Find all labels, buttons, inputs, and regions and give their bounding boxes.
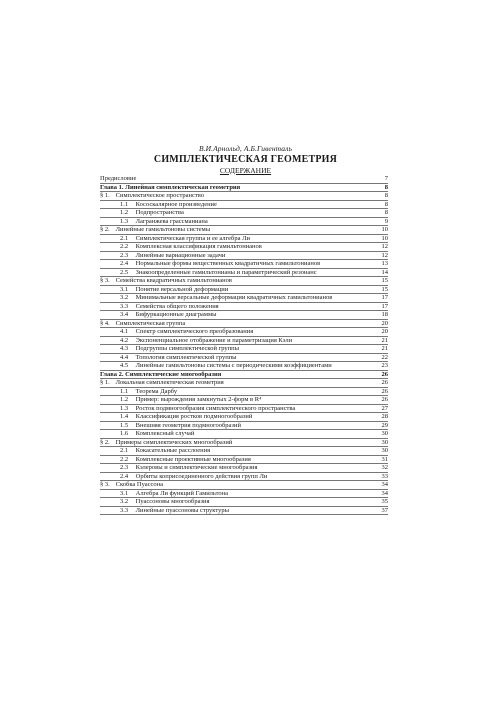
- toc-entry: [100, 362, 388, 371]
- toc-entry-title: Симплектическая группа и ее алгебра Ли: [135, 234, 250, 242]
- toc-entry-title: Линейные вариационные задачи: [135, 251, 226, 259]
- toc-entry-title: Понятие версальной деформации: [135, 285, 229, 293]
- toc-entry-title: Симплектическая группа: [115, 319, 186, 327]
- toc-entry-page: 18: [372, 311, 388, 320]
- toc-entry: [100, 413, 388, 422]
- toc-entry: [100, 260, 388, 269]
- toc-entry: [100, 217, 388, 226]
- toc-entry-title: Линейные гамильтоновы системы: [115, 226, 211, 233]
- toc-entry-page: 28: [372, 413, 388, 422]
- toc-entry: [100, 396, 388, 405]
- toc-entry-number: § 1.: [100, 192, 110, 199]
- toc-entry-title: Скобка Пуассона: [115, 481, 164, 488]
- toc-entry-label-cell: [100, 387, 372, 396]
- toc-entry-label-cell: [100, 277, 372, 286]
- toc-entry-title: Линейные пуассоновы структуры: [135, 506, 229, 514]
- toc-entry-label-cell: [100, 311, 372, 320]
- authors: В.И.Арнольд, А.Б.Гивенталь: [198, 144, 293, 153]
- toc-entry: [100, 243, 388, 252]
- toc-entry-title: Линейные гамильтоновы системы с периодическими коэффициентами: [135, 362, 332, 369]
- toc-entry-page: 33: [372, 472, 388, 481]
- toc-entry-label-cell: [100, 370, 372, 379]
- toc-entry-number: 3.1: [120, 489, 129, 497]
- toc-entry-number: 4.1: [120, 328, 129, 335]
- toc-entry: [100, 387, 388, 396]
- toc-entry-page: 8: [372, 192, 388, 201]
- toc-entry-title: Кососкалярное произведение: [135, 200, 217, 208]
- toc-entry: [100, 464, 388, 473]
- toc-entry: [100, 226, 388, 235]
- toc-entry: [100, 268, 388, 277]
- toc-entry-page: 17: [372, 294, 388, 303]
- toc-entry-number: 1.5: [120, 421, 129, 429]
- toc-entry-number: 1.3: [120, 404, 129, 412]
- toc-entry-number: 3.3: [120, 302, 129, 310]
- toc-entry-title: Подпространства: [135, 209, 184, 216]
- toc-entry: [100, 421, 388, 430]
- toc-entry-title: Семейства квадратичных гамильтонианов: [115, 277, 232, 284]
- toc-entry: [100, 328, 388, 337]
- toc-entry-number: 3.1: [120, 285, 129, 293]
- toc-entry: [100, 311, 388, 320]
- toc-entry-page: 30: [372, 438, 388, 447]
- toc-entry-title: Пуассоновы многообразия: [135, 498, 210, 505]
- toc-entry-title: Семейства общего положения: [135, 302, 219, 310]
- toc-entry: [100, 489, 388, 498]
- toc-entry-title: Кокасательные расслоения: [135, 447, 211, 454]
- toc-entry-title: Примеры симплектических многообразий: [115, 438, 233, 446]
- toc-entry: [100, 234, 388, 243]
- toc-entry-title: Глава 2. Симплектические многообразия: [100, 370, 222, 378]
- toc-entry-label-cell: [100, 455, 372, 464]
- toc-entry-page: 8: [372, 200, 388, 209]
- toc-entry-page: 20: [372, 319, 388, 328]
- toc-entry-number: 2.4: [120, 472, 129, 480]
- toc-entry-page: 20: [372, 328, 388, 337]
- toc-entry-page: 30: [372, 447, 388, 456]
- toc-entry-title: Предисловие: [100, 175, 137, 182]
- toc-entry-title: Алгебра Ли функций Гамильтона: [135, 489, 229, 497]
- toc-entry-label-cell: [100, 379, 372, 388]
- toc-entry-title: Знакоопределенные гамильтонианы и параметрический резонанс: [135, 268, 317, 276]
- toc-entry-page: 26: [372, 396, 388, 405]
- toc-entry-page: 34: [372, 481, 388, 490]
- toc-entry-page: 15: [372, 285, 388, 294]
- toc-entry-label-cell: [100, 413, 372, 422]
- toc-entry: [100, 345, 388, 354]
- toc-entry-number: 1.2: [120, 396, 129, 403]
- toc-entry-number: 3.4: [120, 311, 129, 318]
- toc-entry: [100, 438, 388, 447]
- toc-entry-label-cell: [100, 183, 372, 192]
- toc-entry: [100, 430, 388, 439]
- toc-entry-label-cell: [100, 438, 372, 447]
- toc-entry-page: 10: [372, 234, 388, 243]
- toc-entry-number: 1.1: [120, 387, 129, 395]
- toc-entry-page: 8: [372, 209, 388, 218]
- toc-entry-title: Комплексный случай: [135, 430, 195, 437]
- toc-entry-number: 1.3: [120, 217, 129, 225]
- toc-entry: [100, 498, 388, 507]
- toc-entry-number: 4.4: [120, 353, 129, 361]
- toc-entry-label-cell: [100, 421, 372, 430]
- toc-entry-label-cell: [100, 447, 372, 456]
- toc-entry-label-cell: [100, 285, 372, 294]
- toc-entry-page: 15: [372, 277, 388, 286]
- toc-entry-label-cell: [100, 268, 372, 277]
- toc-entry-title: Лагранжева грассманиана: [135, 217, 208, 225]
- toc-entry-label-cell: [100, 404, 372, 413]
- toc-entry-page: 37: [372, 506, 388, 515]
- toc-entry-label-cell: [100, 464, 372, 473]
- toc-entry-label-cell: [100, 251, 372, 260]
- toc-entry-label-cell: [100, 353, 372, 362]
- toc-entry-page: 17: [372, 302, 388, 311]
- toc-entry-page: 8: [372, 183, 388, 192]
- toc-entry-label-cell: [100, 217, 372, 226]
- toc-entry-title: Экспоненциальное отображение и параметризация Кэли: [135, 336, 293, 344]
- toc-entry-label-cell: [100, 209, 372, 218]
- toc-entry-page: 13: [372, 260, 388, 269]
- toc-entry-label-cell: [100, 243, 372, 252]
- toc-entry: [100, 447, 388, 456]
- table-of-contents: [100, 175, 388, 515]
- toc-entry-title: Спектр симплектического преобразования: [135, 328, 254, 335]
- toc-entry-number: 1.1: [120, 200, 129, 208]
- toc-entry-label-cell: [100, 260, 372, 269]
- toc-entry: [100, 472, 388, 481]
- toc-entry-label-cell: [100, 328, 372, 337]
- toc-entry-label-cell: [100, 175, 372, 183]
- toc-entry-label-cell: [100, 362, 372, 371]
- toc-entry-label-cell: [100, 200, 372, 209]
- toc-entry-title: Подгруппы симплектической группы: [135, 345, 239, 352]
- toc-entry-page: 34: [372, 489, 388, 498]
- toc-entry-label-cell: [100, 336, 372, 345]
- toc-entry-page: 31: [372, 455, 388, 464]
- toc-entry-label-cell: [100, 319, 372, 328]
- toc-entry-title: Росток подмногообразия симплектического пространства: [135, 404, 296, 412]
- toc-entry-page: 12: [372, 243, 388, 252]
- toc-entry: [100, 353, 388, 362]
- toc-entry-label-cell: [100, 498, 372, 507]
- toc-entry-page: 26: [372, 379, 388, 388]
- toc-entry-number: 4.5: [120, 362, 129, 369]
- toc-entry: [100, 336, 388, 345]
- toc-entry-page: 21: [372, 336, 388, 345]
- toc-entry: [100, 481, 388, 490]
- toc-entry-page: 14: [372, 268, 388, 277]
- toc-entry: [100, 302, 388, 311]
- toc-entry-number: 2.1: [120, 447, 129, 454]
- document-title: СИМПЛЕКТИЧЕСКАЯ ГЕОМЕТРИЯ: [153, 154, 338, 165]
- toc-entry-number: 2.1: [120, 234, 129, 242]
- toc-entry-title: Топология симплектической группы: [135, 353, 237, 361]
- toc-entry-number: 2.3: [120, 251, 129, 259]
- toc-entry-page: 32: [372, 464, 388, 473]
- toc-entry-number: 2.4: [120, 260, 129, 267]
- toc-entry-title: Теорема Дарбу: [135, 387, 178, 395]
- toc-entry-number: § 1.: [100, 379, 110, 386]
- toc-entry-number: 1.4: [120, 413, 129, 420]
- toc-entry-page: 26: [372, 387, 388, 396]
- toc-entry-number: 4.3: [120, 345, 129, 352]
- toc-entry-page: 22: [372, 353, 388, 362]
- toc-entry-label-cell: [100, 226, 372, 235]
- contents-heading: СОДЕРЖАНИЕ: [219, 166, 272, 175]
- toc-entry-title: Симплектическое пространство: [115, 192, 204, 199]
- toc-entry-title: Классификация ростков подмногообразий: [135, 413, 253, 420]
- toc-entry-number: 2.2: [120, 455, 129, 463]
- toc-entry-title: Нормальные формы вещественных квадратичных гамильтонианов: [135, 260, 321, 267]
- toc-entry: [100, 370, 388, 379]
- toc-entry: [100, 294, 388, 303]
- toc-entry-number: § 2.: [100, 226, 110, 233]
- toc-entry-page: 10: [372, 226, 388, 235]
- toc-entry-number: 1.2: [120, 209, 129, 216]
- toc-entry: [100, 277, 388, 286]
- toc-entry: [100, 192, 388, 201]
- toc-entry-page: 23: [372, 362, 388, 371]
- toc-entry-number: § 3.: [100, 481, 110, 488]
- toc-entry-label-cell: [100, 345, 372, 354]
- toc-entry: [100, 209, 388, 218]
- toc-entry-page: 35: [372, 498, 388, 507]
- toc-entry-number: 2.5: [120, 268, 129, 276]
- toc-entry-title: Локальная симплектическая геометрия: [115, 379, 224, 386]
- toc-entry-page: 27: [372, 404, 388, 413]
- toc-entry: [100, 175, 388, 183]
- toc-entry-label-cell: [100, 396, 372, 405]
- toc-entry-label-cell: [100, 430, 372, 439]
- toc-entry-title: Внешняя геометрия подмногообразий: [135, 421, 241, 429]
- toc-entry-label-cell: [100, 294, 372, 303]
- toc-entry-page: 12: [372, 251, 388, 260]
- toc-entry-label-cell: [100, 472, 372, 481]
- toc-entry-title: Глава 1. Линейная симплектическая геометрия: [100, 183, 241, 191]
- toc-entry: [100, 285, 388, 294]
- toc-entry-title: Бифуркационные диаграммы: [135, 311, 217, 318]
- toc-entry-page: 7: [372, 175, 388, 183]
- toc-entry-label-cell: [100, 481, 372, 490]
- toc-entry-title: Комплексная классификация гамильтонианов: [135, 243, 262, 250]
- toc-entry-title: Пример: вырождения замкнутых 2-форм в R⁴: [135, 396, 262, 403]
- toc-entry: [100, 183, 388, 192]
- toc-entry: [100, 455, 388, 464]
- toc-entry: [100, 200, 388, 209]
- toc-entry-number: § 4.: [100, 319, 110, 327]
- toc-entry: [100, 506, 388, 515]
- toc-entry: [100, 379, 388, 388]
- toc-entry-title: Минимальные версальные деформации квадратичных гамильтонианов: [135, 294, 333, 301]
- toc-entry-page: 21: [372, 345, 388, 354]
- toc-entry: [100, 319, 388, 328]
- toc-entry-label-cell: [100, 234, 372, 243]
- toc-entry-number: 3.3: [120, 506, 129, 514]
- toc-entry-number: 4.2: [120, 336, 129, 344]
- toc-entry-number: 3.2: [120, 498, 129, 505]
- toc-entry-page: 26: [372, 370, 388, 379]
- toc-entry-label-cell: [100, 489, 372, 498]
- toc-entry-number: § 3.: [100, 277, 110, 284]
- toc-entry-label-cell: [100, 192, 372, 201]
- toc-entry: [100, 404, 388, 413]
- toc-entry-title: Комплексные проективные многообразия: [135, 455, 251, 463]
- toc-entry-label-cell: [100, 302, 372, 311]
- toc-entry-number: 2.2: [120, 243, 129, 250]
- toc-entry-page: 30: [372, 430, 388, 439]
- toc-entry-number: 2.3: [120, 464, 129, 471]
- toc-entry-title: Орбиты коприсоединенного действия групп Ли: [135, 472, 268, 480]
- toc-entry-number: § 2.: [100, 438, 110, 446]
- toc-entry-number: 3.2: [120, 294, 129, 301]
- toc-entry: [100, 251, 388, 260]
- toc-entry-title: Кэлеровы и симплектические многообразия: [135, 464, 258, 471]
- toc-entry-number: 1.6: [120, 430, 129, 437]
- toc-entry-label-cell: [100, 506, 372, 515]
- toc-entry-page: 29: [372, 421, 388, 430]
- toc-entry-page: 9: [372, 217, 388, 226]
